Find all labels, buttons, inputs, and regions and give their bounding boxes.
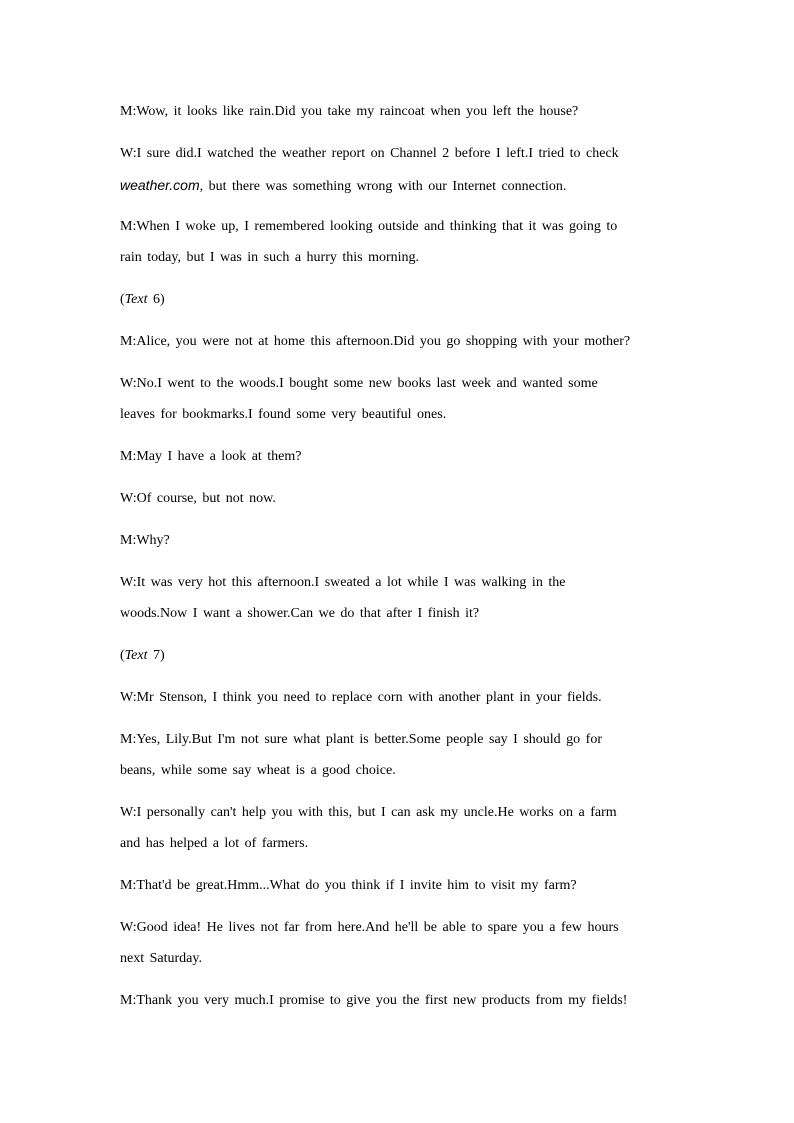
dialogue-line: M:Yes, Lily.But I'm not sure what plant is better.Some people say I should go for (120, 732, 602, 747)
heading-paren: ( (120, 292, 125, 307)
dialogue-text: , but there was something wrong with our Internet connection. (199, 179, 567, 194)
website-name: weather.com (120, 177, 200, 193)
dialogue-line: W:No.I went to the woods.I bought some new books last week and wanted some (120, 376, 598, 391)
section-heading-text-6 (120, 291, 680, 309)
dialogue-line: M:That'd be great.Hmm...What do you think if I invite him to visit my farm? (120, 878, 577, 893)
dialogue-line-continued: and has helped a lot of farmers. (120, 836, 309, 851)
dialogue-line: W:I personally can't help you with this, but I can ask my uncle.He works on a farm (120, 805, 617, 820)
dialogue-line: W:Of course, but not now. (120, 491, 276, 506)
heading-number: 7) (147, 648, 165, 663)
heading-paren: ( (120, 648, 125, 663)
heading-number: 6) (147, 292, 165, 307)
dialogue-line: W:I sure did.I watched the weather report on Channel 2 before I left.I tried to check (120, 146, 619, 161)
dialogue-line: M:When I woke up, I remembered looking outside and thinking that it was going to (120, 219, 618, 234)
dialogue-line: W:Good idea! He lives not far from here.And he'll be able to spare you a few hours (120, 920, 619, 935)
dialogue-line-continued (120, 176, 680, 196)
dialogue-line: M:Alice, you were not at home this afternoon.Did you go shopping with your mother? (120, 334, 631, 349)
dialogue-line: M:Thank you very much.I promise to give you the first new products from my fields! (120, 993, 628, 1008)
heading-label: Text (124, 648, 148, 663)
dialogue-line-continued: leaves for bookmarks.I found some very beautiful ones. (120, 407, 447, 422)
dialogue-line-continued: beans, while some say wheat is a good choice. (120, 763, 396, 778)
section-heading-text-7 (120, 647, 680, 665)
dialogue-line-continued: rain today, but I was in such a hurry this morning. (120, 250, 420, 265)
dialogue-line: W:It was very hot this afternoon.I sweated a lot while I was walking in the (120, 575, 566, 590)
dialogue-line: W:Mr Stenson, I think you need to replace corn with another plant in your fields. (120, 690, 602, 705)
dialogue-line: M:May I have a look at them? (120, 449, 302, 464)
dialogue-line-continued: woods.Now I want a shower.Can we do that after I finish it? (120, 606, 480, 621)
dialogue-line: M:Why? (120, 533, 170, 548)
dialogue-line: M:Wow, it looks like rain.Did you take my raincoat when you left the house? (120, 104, 579, 119)
dialogue-line-continued: next Saturday. (120, 951, 202, 966)
heading-label: Text (124, 292, 148, 307)
